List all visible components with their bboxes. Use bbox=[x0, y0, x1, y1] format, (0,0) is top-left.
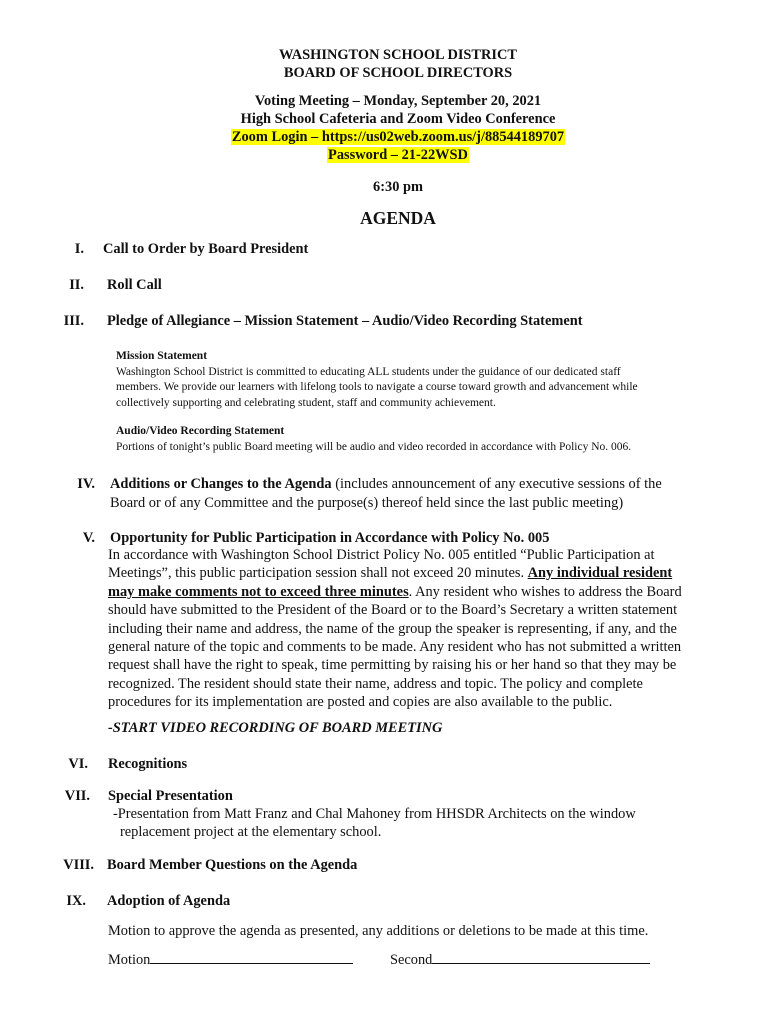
item-text: (includes announcement of any executive sessions of the bbox=[331, 476, 662, 492]
public-participation-text bbox=[108, 546, 720, 712]
motion-field[interactable] bbox=[108, 950, 353, 969]
item-number: VIII. bbox=[63, 857, 94, 873]
mission-line: members. We provide our learners with lifelong tools to navigate a course toward growth and advancement while bbox=[116, 381, 638, 393]
mission-line: Washington School District is committed to educating ALL students under the guidance of our dedicated staff bbox=[116, 365, 621, 378]
presentation-text bbox=[113, 805, 725, 842]
board-name: BOARD OF SCHOOL DIRECTORS bbox=[283, 65, 513, 81]
mission-line: collectively supporting and celebrating student, staff and community achievement. bbox=[116, 396, 496, 409]
item-title: Additions or Changes to the Agenda bbox=[110, 476, 332, 492]
item-number: II. bbox=[69, 277, 84, 293]
text-line: Meetings”, this public participation session shall not exceed 20 minutes. bbox=[108, 565, 528, 582]
text-line: should have submitted to the President of the Board or to the Board’s Secretary a written statement bbox=[108, 602, 678, 619]
item-number: VII. bbox=[64, 788, 90, 804]
item-number: I. bbox=[74, 241, 84, 257]
recording-statement bbox=[116, 424, 726, 455]
text-line: general nature of the topic and comments to be made. Any resident who has not submitted a written bbox=[108, 639, 682, 656]
item-title: Recognitions bbox=[108, 756, 188, 772]
text-line: . Any resident who wishes to address the Board bbox=[408, 583, 682, 600]
item-text: Board or of any Committee and the purpose(s) thereof held since the last public meeting) bbox=[110, 494, 624, 511]
second-blank-line[interactable] bbox=[432, 950, 650, 964]
text-line: -Presentation from Matt Franz and Chal Mahoney from HHSDR Architects on the window bbox=[113, 806, 636, 822]
text-line: request shall have the right to speak, time permitting by raising his or her hand so that they may be bbox=[108, 657, 677, 674]
item-number: IX. bbox=[66, 893, 86, 909]
item-title: Board Member Questions on the Agenda bbox=[107, 857, 358, 873]
text-line: including their name and address, the name of the group the speaker is representing, if any, and the bbox=[108, 620, 677, 637]
motion-label: Motion bbox=[108, 952, 151, 968]
zoom-login-link[interactable]: Zoom Login – https://us02web.zoom.us/j/88544189707 bbox=[231, 129, 565, 145]
district-name: WASHINGTON SCHOOL DISTRICT bbox=[278, 47, 518, 63]
item-title: Pledge of Allegiance – Mission Statement – Audio/Video Recording Statement bbox=[107, 313, 583, 329]
meeting-location: High School Cafeteria and Zoom Video Conference bbox=[240, 111, 556, 127]
emphasis-text: may make comments not to exceed three minutes bbox=[108, 583, 409, 600]
item-number: III. bbox=[63, 313, 84, 329]
motion-blank-line[interactable] bbox=[150, 950, 353, 964]
item-number: IV. bbox=[77, 476, 95, 492]
item-number: VI. bbox=[68, 756, 88, 772]
emphasis-text: Any individual resident bbox=[527, 565, 673, 582]
second-field[interactable] bbox=[390, 950, 650, 969]
motion-text: Motion to approve the agenda as presented, any additions or deletions to be made at this time. bbox=[108, 923, 649, 939]
text-line: procedures for its implementation are posted and copies are also available to the public. bbox=[108, 694, 613, 711]
recording-text: Portions of tonight’s public Board meeting will be audio and video recorded in accordance with Policy No. 006. bbox=[116, 440, 632, 453]
text-line: replacement project at the elementary school. bbox=[120, 824, 382, 841]
item-title: Roll Call bbox=[107, 277, 162, 293]
item-title: Special Presentation bbox=[108, 788, 233, 804]
meeting-time: 6:30 pm bbox=[373, 179, 423, 195]
document-header bbox=[0, 46, 770, 164]
item-title: Opportunity for Public Participation in Accordance with Policy No. 005 bbox=[110, 530, 550, 546]
zoom-password: Password – 21-22WSD bbox=[328, 147, 468, 163]
second-label: Second bbox=[390, 952, 433, 968]
mission-statement bbox=[116, 349, 726, 411]
video-recording-start: -START VIDEO RECORDING OF BOARD MEETING bbox=[108, 720, 443, 736]
mission-heading: Mission Statement bbox=[116, 350, 208, 362]
item-title: Adoption of Agenda bbox=[107, 893, 231, 909]
meeting-date: Voting Meeting – Monday, September 20, 2021 bbox=[254, 93, 542, 109]
agenda-title: AGENDA bbox=[360, 208, 436, 228]
recording-heading: Audio/Video Recording Statement bbox=[116, 425, 285, 437]
item-title: Call to Order by Board President bbox=[103, 241, 309, 257]
text-line: In accordance with Washington School District Policy No. 005 entitled “Public Participation at bbox=[108, 547, 655, 563]
item-number: V. bbox=[82, 530, 95, 546]
text-line: recognized. The resident should state their name, address and topic. The policy and complete bbox=[108, 675, 643, 692]
